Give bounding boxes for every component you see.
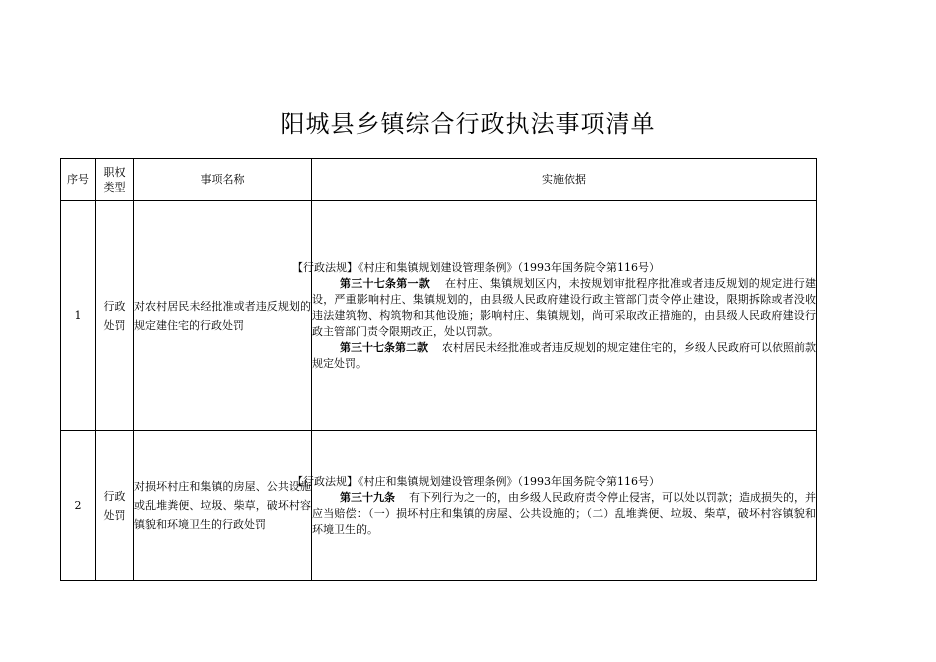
header-row <box>61 159 817 201</box>
table-row <box>61 431 817 581</box>
enforcement-table <box>60 158 817 581</box>
row-type-label: 行政处罚 <box>103 489 126 522</box>
basis-clause <box>292 490 816 538</box>
basis-clause <box>292 276 816 340</box>
clause-text: 在村庄、集镇规划区内，未按规划审批程序批准或者违反规划的规定进行建设，严重影响村庄、集镇规划的，由县级人民政府建设行政主管部门责令停止建设，限期拆除或者没收违法建筑物、构筑物和其他设施；影响村庄、集镇规划，尚可采取改正措施的，由县级人民政府建设行政主管部门责令限期改正，处以罚款。 <box>312 276 816 338</box>
basis-source: 【行政法规】《村庄和集镇规划建设管理条例》（1993年国务院令第116号） <box>292 260 660 274</box>
header-type-label: 职权类型 <box>103 165 126 194</box>
row-type <box>96 201 134 431</box>
row-basis <box>292 431 817 581</box>
header-type <box>96 159 134 201</box>
header-name: 事项名称 <box>134 159 312 201</box>
row-name: 对农村居民未经批准或者违反规划的规定建住宅的行政处罚 <box>134 201 312 431</box>
header-basis: 实施依据 <box>312 159 817 201</box>
row-type-label: 行政处罚 <box>103 299 126 332</box>
row-name: 对损坏村庄和集镇的房屋、公共设施或乱堆粪便、垃圾、柴草，破坏村容镇貌和环境卫生的行政处罚 <box>134 431 312 581</box>
header-no: 序号 <box>61 159 96 201</box>
row-no: 1 <box>61 201 96 431</box>
clause-article: 第三十九条 <box>340 490 395 504</box>
clause-text: 农村居民未经批准或者违反规划的规定建住宅的，乡级人民政府可以依照前款规定处罚。 <box>312 340 816 370</box>
row-basis <box>292 201 817 431</box>
table-row <box>61 201 817 431</box>
row-type <box>96 431 134 581</box>
basis-source: 【行政法规】《村庄和集镇规划建设管理条例》（1993年国务院令第116号） <box>292 474 660 488</box>
row-no: 2 <box>61 431 96 581</box>
clause-text: 有下列行为之一的，由乡级人民政府责令停止侵害，可以处以罚款；造成损失的，并应当赔偿：（一）损坏村庄和集镇的房屋、公共设施的；（二）乱堆粪便、垃圾、柴草，破坏村容镇貌和环境卫生的。 <box>312 490 816 536</box>
clause-article: 第三十七条第二款 <box>340 340 428 354</box>
basis-clause <box>292 340 816 372</box>
page-title: 阳城县乡镇综合行政执法事项清单 <box>280 110 656 138</box>
clause-article: 第三十七条第一款 <box>340 276 430 290</box>
